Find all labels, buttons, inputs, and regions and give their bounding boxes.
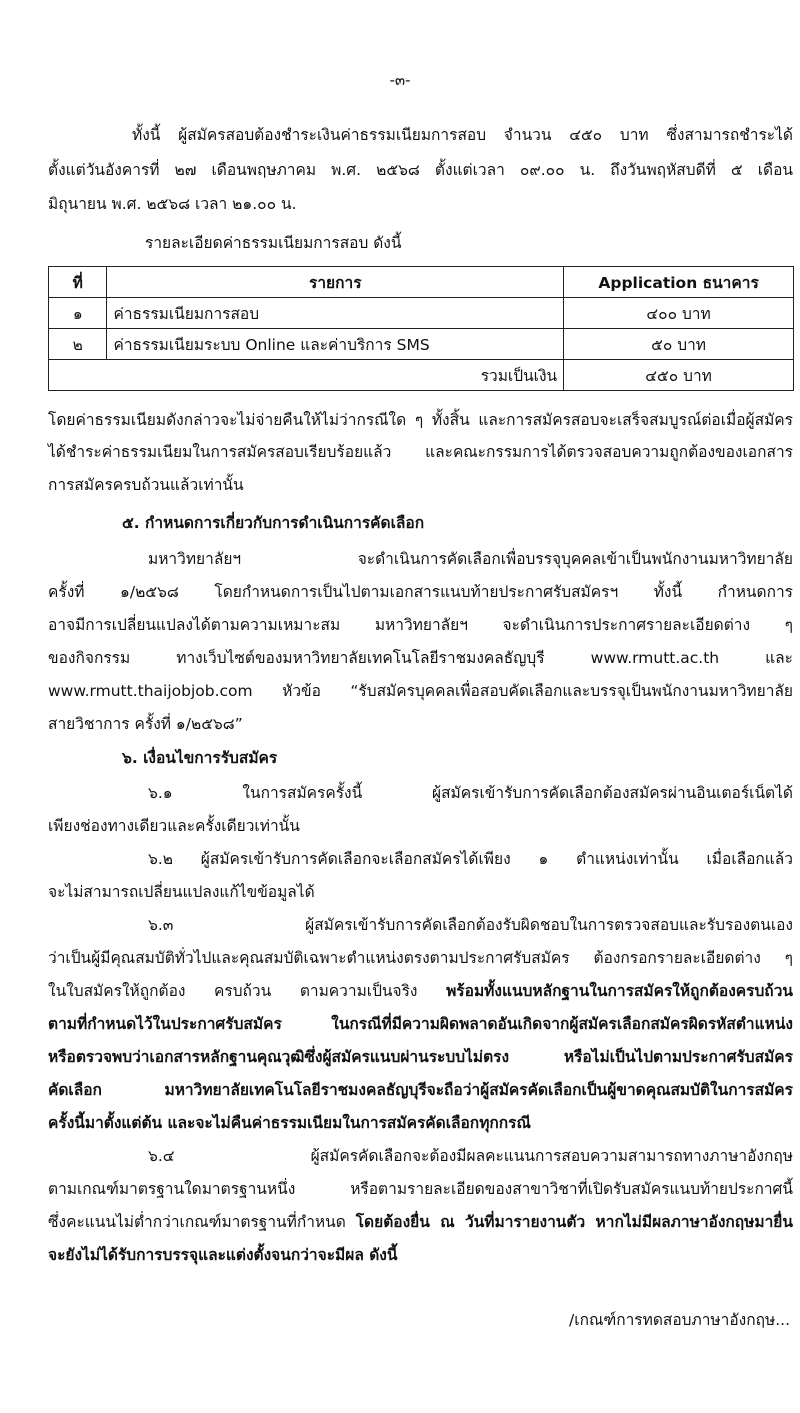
s6-3-line-2: ว่าเป็นผู้มีคุณสมบัติทั่วไปและคุณสมบัติเฉพาะตำแหน่งตรงตามประกาศรับสมัคร ต้องกรอกรายละเอียดต่าง ๆ bbox=[48, 949, 793, 967]
refund-line-2: ได้ชำระค่าธรรมเนียมในการสมัครสอบเรียบร้อยแล้ว และคณะกรรมการได้ตรวจสอบความถูกต้องของเอกสาร bbox=[48, 443, 793, 461]
section5-line-2: ครั้งที่ ๑/๒๕๖๘ โดยกำหนดการเป็นไปตามเอกสารแนบท้ายประกาศรับสมัครฯ ทั้งนี้ กำหนดการ bbox=[48, 583, 793, 601]
row-item: ค่าธรรมเนียมการสอบ bbox=[107, 298, 564, 329]
header-no: ที่ bbox=[49, 267, 107, 298]
fee-table bbox=[48, 266, 794, 391]
header-amount: Application ธนาคาร bbox=[564, 267, 794, 298]
header-item: รายการ bbox=[107, 267, 564, 298]
fee-caption: รายละเอียดค่าธรรมเนียมการสอบ ดังนี้ bbox=[145, 234, 402, 252]
refund-line-3: การสมัครครบถ้วนแล้วเท่านั้น bbox=[48, 476, 244, 494]
total-label: รวมเป็นเงิน bbox=[49, 360, 564, 391]
s6-3-line-5: หรือตรวจพบว่าเอกสารหลักฐานคุณวุฒิซึ่งผู้สมัครแนบผ่านระบบไม่ตรง หรือไม่เป็นไปตามประกาศรับสมัคร bbox=[48, 1048, 793, 1066]
row-no: ๒ bbox=[49, 329, 107, 360]
total-amount: ๔๕๐ บาท bbox=[564, 360, 794, 391]
section5-heading: ๕. กำหนดการเกี่ยวกับการดำเนินการคัดเลือก bbox=[122, 514, 425, 532]
table-row bbox=[49, 329, 794, 360]
section5-line-5: www.rmutt.thaijobjob.com หัวข้อ “รับสมัครบุคคลเพื่อสอบคัดเลือกและบรรจุเป็นพนักงานมหาวิทยาลัย bbox=[48, 682, 793, 700]
table-row bbox=[49, 298, 794, 329]
s6-4-line-1: ๖.๔ ผู้สมัครคัดเลือกจะต้องมีผลคะแนนการสอบความสามารถทางภาษาอังกฤษ bbox=[148, 1147, 793, 1165]
page-number: -๓- bbox=[389, 71, 411, 89]
section5-line-4: ของกิจกรรม ทางเว็บไซต์ของมหาวิทยาลัยเทคโนโลยีราชมงคลธัญบุรี www.rmutt.ac.th และ bbox=[48, 649, 793, 667]
refund-line-1: โดยค่าธรรมเนียมดังกล่าวจะไม่จ่ายคืนให้ไม่ว่ากรณีใด ๆ ทั้งสิ้น และการสมัครสอบจะเสร็จสมบูรณ์ต่อเมื่อผู้สมัคร bbox=[48, 411, 793, 429]
s6-4-line-2: ตามเกณฑ์มาตรฐานใดมาตรฐานหนึ่ง หรือตามรายละเอียดของสาขาวิชาที่เปิดรับสมัครแนบท้ายประกาศนี้ bbox=[48, 1180, 793, 1198]
section5-line-6: สายวิชาการ ครั้งที่ ๑/๒๕๖๘” bbox=[48, 715, 243, 733]
table-total-row bbox=[49, 360, 794, 391]
row-amount: ๔๐๐ บาท bbox=[564, 298, 794, 329]
section6-heading: ๖. เงื่อนไขการรับสมัคร bbox=[122, 749, 278, 767]
fee-table-header bbox=[49, 267, 794, 298]
s6-2-line-1: ๖.๒ ผู้สมัครเข้ารับการคัดเลือกจะเลือกสมัครได้เพียง ๑ ตำแหน่งเท่านั้น เมื่อเลือกแล้ว bbox=[148, 850, 793, 868]
row-item: ค่าธรรมเนียมระบบ Online และค่าบริการ SMS bbox=[107, 329, 564, 360]
row-no: ๑ bbox=[49, 298, 107, 329]
s6-4-line-3-normal: ซึ่งคะแนนไม่ต่ำกว่าเกณฑ์มาตรฐานที่กำหนด bbox=[48, 1213, 356, 1231]
continuation-note: /เกณฑ์การทดสอบภาษาอังกฤษ... bbox=[569, 1311, 790, 1329]
s6-4-line-3-bold: โดยต้องยื่น ณ วันที่มารายงานตัว หากไม่มีผลภาษาอังกฤษมายื่น bbox=[355, 1213, 793, 1231]
s6-4-line-3 bbox=[48, 1207, 793, 1237]
s6-2-line-2: จะไม่สามารถเปลี่ยนแปลงแก้ไขข้อมูลได้ bbox=[48, 883, 315, 901]
s6-1-line-1: ๖.๑ ในการสมัครครั้งนี้ ผู้สมัครเข้ารับการคัดเลือกต้องสมัครผ่านอินเตอร์เน็ตได้ bbox=[148, 784, 793, 802]
s6-1-line-2: เพียงช่องทางเดียวและครั้งเดียวเท่านั้น bbox=[48, 817, 300, 835]
intro-line-1: ทั้งนี้ ผู้สมัครสอบต้องชำระเงินค่าธรรมเนียมการสอบ จำนวน ๔๕๐ บาท ซึ่งสามารถชำระได้ bbox=[132, 126, 793, 144]
s6-3-line-1: ๖.๓ ผู้สมัครเข้ารับการคัดเลือกต้องรับผิดชอบในการตรวจสอบและรับรองตนเอง bbox=[148, 916, 793, 934]
s6-4-line-4: จะยังไม่ได้รับการบรรจุและแต่งตั้งจนกว่าจะมีผล ดังนี้ bbox=[48, 1246, 398, 1264]
intro-line-2: ตั้งแต่วันอังคารที่ ๒๗ เดือนพฤษภาคม พ.ศ. ๒๕๖๘ ตั้งแต่เวลา ๐๙.๐๐ น. ถึงวันพฤหัสบดีที่ ๕ เดือน bbox=[48, 161, 793, 179]
s6-3-line-3-normal: ในใบสมัครให้ถูกต้อง ครบถ้วน ตามความเป็นจริง bbox=[48, 982, 447, 1000]
s6-3-line-7: ครั้งนี้มาตั้งแต่ต้น และจะไม่คืนค่าธรรมเนียมในการสมัครคัดเลือกทุกกรณี bbox=[48, 1114, 531, 1132]
s6-3-line-6: คัดเลือก มหาวิทยาลัยเทคโนโลยีราชมงคลธัญบุรีจะถือว่าผู้สมัครคัดเลือกเป็นผู้ขาดคุณสมบัติในการสมัคร bbox=[48, 1081, 793, 1099]
s6-3-line-4: ตามที่กำหนดไว้ในประกาศรับสมัคร ในกรณีที่มีความผิดพลาดอันเกิดจากผู้สมัครเลือกสมัครผิดรหัสตำแหน่ง bbox=[48, 1015, 793, 1033]
section5-line-3: อาจมีการเปลี่ยนแปลงได้ตามความเหมาะสม มหาวิทยาลัยฯ จะดำเนินการประกาศรายละเอียดต่าง ๆ bbox=[48, 616, 793, 634]
s6-3-line-3 bbox=[48, 976, 793, 1006]
section5-line-1: มหาวิทยาลัยฯ จะดำเนินการคัดเลือกเพื่อบรรจุบุคคลเข้าเป็นพนักงานมหาวิทยาลัย bbox=[148, 550, 793, 568]
row-amount: ๕๐ บาท bbox=[564, 329, 794, 360]
s6-3-line-3-bold: พร้อมทั้งแนบหลักฐานในการสมัครให้ถูกต้องครบถ้วน bbox=[446, 982, 793, 1000]
intro-line-3: มิถุนายน พ.ศ. ๒๕๖๘ เวลา ๒๑.๐๐ น. bbox=[48, 195, 297, 213]
